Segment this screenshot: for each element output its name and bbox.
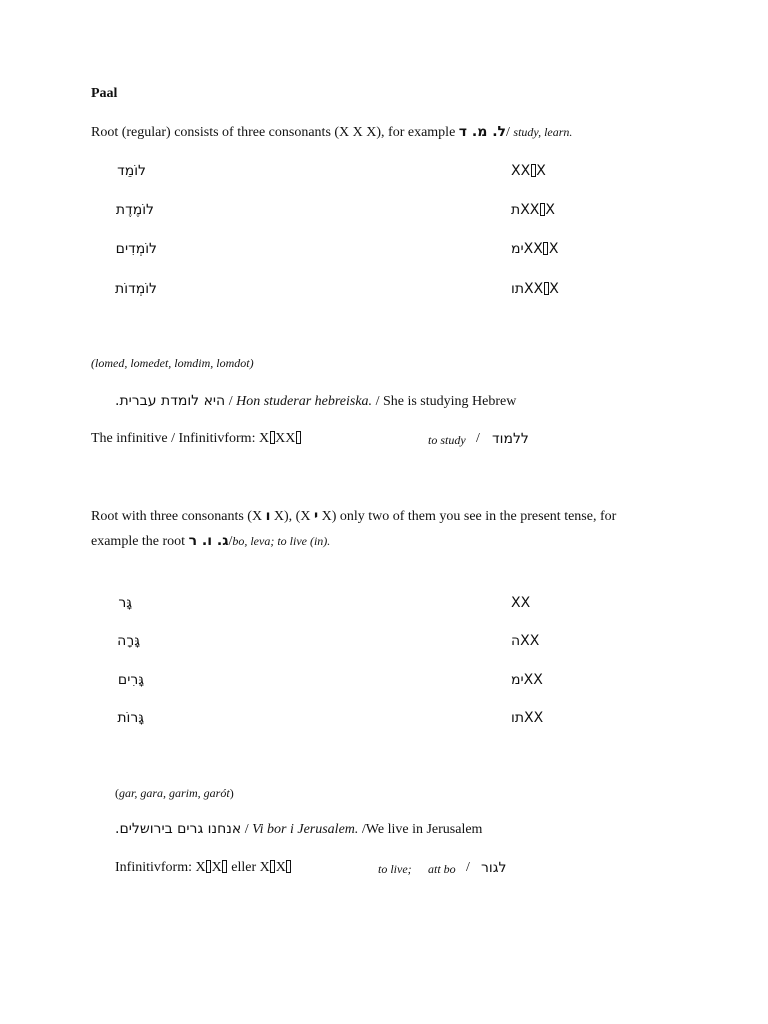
conj2-hebrew-1: גָּרָה [117, 633, 140, 649]
infinitive1-hebrew: ללמוד [492, 431, 529, 447]
root-intro-text: Root (regular) consists of three consonants (X X X), for example [91, 125, 456, 140]
conj2-hebrew-2: גָּרִים [117, 672, 144, 688]
infinitive2-eller: eller X [231, 860, 270, 875]
example2-sep-2: / [358, 822, 366, 837]
root-hebrew: ל. מ. ד [458, 124, 507, 140]
root-meaning: study, learn. [513, 125, 573, 139]
root2-hebrew: ג. ו. ר [188, 533, 229, 549]
conj2-pattern-3: תוXX [511, 710, 544, 726]
example1-sep-2: / [372, 394, 383, 409]
conj1-hebrew-1: לוֹמֶדֶת [115, 202, 154, 218]
example1-english: She is studying Hebrew [382, 394, 517, 409]
conj1-hebrew-0: לוֹמֵד [117, 163, 146, 179]
conj1-hebrew-2: לוֹמְדִים [115, 241, 157, 257]
example-sentence-2 [115, 820, 482, 839]
example2-english: We live in Jerusalem [365, 822, 483, 837]
infinitive1-label: The infinitive / Infinitivform: X [91, 431, 270, 446]
infinitive1-label-mid: XX [275, 431, 296, 446]
infinitive2-meaning-1: to live; [378, 862, 412, 876]
example-sentence-1 [115, 392, 516, 411]
conj1-pattern-2: ימXX X [511, 241, 559, 257]
root2-vav: ו [265, 508, 271, 524]
infinitive2-meaning-2: att bo [428, 862, 456, 876]
root-slash: / [506, 125, 510, 140]
infinitive-1-line [91, 430, 301, 448]
page-heading: Paal [91, 86, 118, 101]
root2-text-line2: example the root [91, 534, 186, 549]
infinitive1-slash: / [476, 431, 480, 446]
translit2-close: ) [229, 786, 234, 800]
infinitive2-hebrew: לגור [481, 860, 507, 876]
infinitive2-label: Infinitivform: X [115, 860, 206, 875]
root2-intro-line1 [91, 507, 616, 526]
root2-yod: י [313, 508, 319, 524]
translit2-open: ( [115, 786, 119, 800]
example2-swedish: Vi bor i Jerusalem. [252, 822, 359, 837]
translit2-text: gar, gara, garim, garót [119, 786, 230, 800]
example1-hebrew: היא לומדת עברית. [115, 393, 226, 409]
root2-text-b: X), (X [273, 509, 311, 524]
example2-hebrew: אנחנו גרים בירושלים. [115, 821, 242, 837]
conj2-pattern-2: ימXX [511, 672, 543, 688]
root2-slash: / [228, 534, 233, 549]
infinitive2-slash: / [466, 860, 470, 875]
conj1-pattern-0: XX X [511, 163, 546, 179]
infinitive1-meaning: to study [428, 433, 466, 447]
conj2-hebrew-3: גָּרוֹת [117, 710, 144, 726]
conj1-pattern-1: תXX X [511, 202, 555, 218]
conj1-hebrew-3: לוֹמְדוֹת [115, 281, 157, 297]
root2-text-c: X) only two of them you see in the present tense, for [321, 509, 617, 524]
infinitive-2-line: Infinitivform: X X eller X X [115, 859, 292, 877]
example1-swedish: Hon studerar hebreiska. [236, 394, 373, 409]
root2-meaning: bo, leva; to live (in). [232, 534, 331, 548]
example1-sep-1: / [225, 394, 237, 409]
conj2-pattern-0: XX [511, 595, 531, 611]
conj1-pattern-3: תוXX X [511, 281, 559, 297]
root2-intro-line2 [91, 532, 330, 551]
example2-sep-1: / [241, 822, 253, 837]
root2-text-a: Root with three consonants (X [91, 509, 263, 524]
conj2-pattern-1: הXX [511, 633, 540, 649]
transliteration-2 [115, 784, 234, 802]
root-intro-line [91, 123, 572, 142]
transliteration-1: (lomed, lomedet, lomdim, lomdot) [91, 356, 254, 370]
conj2-hebrew-0: גָּר [118, 595, 132, 611]
